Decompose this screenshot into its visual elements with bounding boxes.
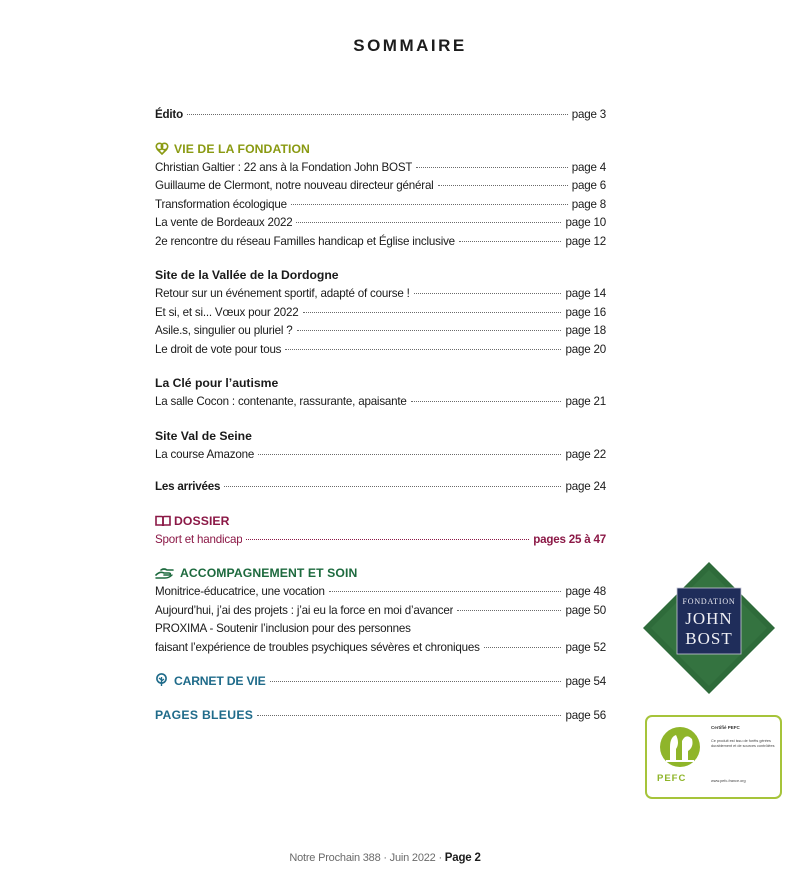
leader-dots <box>285 349 561 350</box>
helping-hand-icon <box>155 566 177 580</box>
leader-dots <box>296 222 561 223</box>
toc-entry[interactable] <box>155 583 606 602</box>
logo-text-fondation: FONDATION <box>682 597 736 606</box>
subsection-heading-val-de-seine: Site Val de Seine <box>155 428 252 443</box>
toc-entry-page: page 48 <box>565 585 606 598</box>
subsection-heading-cle-autisme: La Clé pour l’autisme <box>155 376 279 390</box>
heart-flower-icon <box>155 142 171 156</box>
toc-entry-label: La vente de Bordeaux 2022 <box>155 216 293 229</box>
open-book-icon <box>155 514 171 528</box>
leader-dots <box>459 241 562 242</box>
toc-entry-label: Et si, et si... Vœux pour 2022 <box>155 305 299 319</box>
section-heading-dossier <box>155 511 606 531</box>
toc-entry-page: page 22 <box>565 447 606 461</box>
pefc-id: Certifié PEFC <box>711 725 740 730</box>
toc-entry-label: faisant l’expérience de troubles psychiques sévères et chroniques <box>155 640 480 654</box>
section-title: DOSSIER <box>174 513 230 528</box>
pefc-site: www.pefc-france.org <box>711 779 746 783</box>
toc-entry-label: Asile.s, singulier ou pluriel ? <box>155 324 293 337</box>
toc-entry-page: page 6 <box>571 179 606 192</box>
toc-entry[interactable] <box>155 446 606 465</box>
toc-entry[interactable] <box>155 196 606 215</box>
leader-dots <box>438 185 568 186</box>
toc-entry-label: Guillaume de Clermont, notre nouveau directeur général <box>155 179 434 192</box>
toc-entry-page: page 24 <box>565 480 606 493</box>
tree-icon <box>155 673 171 687</box>
toc-entry[interactable] <box>155 214 606 233</box>
toc-entry-page: page 12 <box>565 234 606 248</box>
logo-text-bost: BOST <box>685 629 733 648</box>
leader-dots <box>329 591 562 592</box>
toc-entry-page: pages 25 à 47 <box>533 532 606 546</box>
toc-entry-label: Le droit de vote pour tous <box>155 342 282 356</box>
toc-entry-page: page 10 <box>565 216 606 229</box>
toc-entry-continued <box>155 620 606 639</box>
table-of-contents <box>155 106 606 725</box>
footer-issue: Notre Prochain 388 · Juin 2022 · <box>289 852 442 864</box>
leader-dots <box>457 610 561 611</box>
leader-dots <box>484 647 562 648</box>
section-title: ACCOMPAGNEMENT ET SOIN <box>180 566 358 580</box>
toc-entry[interactable] <box>155 341 606 360</box>
toc-entry-page: page 3 <box>571 108 606 121</box>
toc-entry-label: Transformation écologique <box>155 197 287 211</box>
toc-entry-label: 2e rencontre du réseau Familles handicap et Église inclusive <box>155 234 455 248</box>
leader-dots <box>416 167 567 168</box>
toc-entry[interactable] <box>155 602 606 621</box>
leader-dots <box>224 486 561 487</box>
toc-entry-label: PAGES BLEUES <box>155 707 254 722</box>
leader-dots <box>270 681 562 682</box>
toc-entry[interactable] <box>155 304 606 323</box>
toc-entry-page: page 52 <box>565 640 606 654</box>
page-title: SOMMAIRE <box>353 36 467 55</box>
toc-entry-page: page 21 <box>565 395 606 408</box>
toc-entry[interactable] <box>155 393 606 412</box>
toc-entry-edito[interactable] <box>155 106 606 125</box>
toc-entry-label: La course Amazone <box>155 447 255 461</box>
toc-entry-page: page 18 <box>565 324 606 337</box>
toc-entry[interactable] <box>155 177 606 196</box>
section-title: VIE DE LA FONDATION <box>174 141 310 156</box>
leader-dots <box>246 539 529 540</box>
pefc-text: Ce produit est issu de forêts gérées durablement et de sources contrôlées <box>711 739 775 748</box>
toc-entry-label: Retour sur un événement sportif, adapté of course ! <box>155 287 410 300</box>
toc-entry-page: page 16 <box>565 305 606 319</box>
section-heading-accompagnement <box>155 563 606 583</box>
toc-entry-dossier[interactable] <box>155 531 606 550</box>
footer-page-number: Page 2 <box>444 852 481 864</box>
toc-entry-carnet[interactable] <box>155 671 606 692</box>
toc-entry[interactable] <box>155 159 606 178</box>
toc-entry-label: Les arrivées <box>155 480 221 493</box>
toc-entry-page: page 4 <box>571 160 606 174</box>
toc-entry-label: PROXIMA - Soutenir l’inclusion pour des personnes <box>155 622 411 635</box>
toc-entry-page: page 50 <box>565 603 606 617</box>
pefc-name: PEFC <box>657 773 687 784</box>
toc-entry-label: Aujourd’hui, j’ai des projets : j’ai eu la force en moi d’avancer <box>155 603 454 617</box>
leader-dots <box>303 312 562 313</box>
fondation-john-bost-logo <box>641 560 777 696</box>
pefc-certification-label <box>645 715 782 799</box>
leader-dots <box>257 715 561 716</box>
toc-entry-label: La salle Cocon : contenante, rassurante, apaisante <box>155 395 407 408</box>
section-heading-vie-fondation <box>155 139 606 159</box>
toc-entry-label: Sport et handicap <box>155 532 243 546</box>
toc-entry-page: page 8 <box>571 197 606 211</box>
subsection-heading-dordogne: Site de la Vallée de la Dordogne <box>155 268 339 282</box>
toc-entry-page: page 20 <box>565 342 606 356</box>
toc-entry[interactable] <box>155 322 606 341</box>
toc-entry-label: CARNET DE VIE <box>174 674 266 688</box>
toc-entry-page: page 56 <box>565 708 606 722</box>
toc-entry[interactable] <box>155 233 606 252</box>
toc-entry-label: Édito <box>155 108 183 121</box>
leader-dots <box>414 293 562 294</box>
toc-entry-label: Christian Galtier : 22 ans à la Fondation John BOST <box>155 160 413 174</box>
toc-entry[interactable] <box>155 639 606 658</box>
leader-dots <box>187 114 568 115</box>
leader-dots <box>297 330 562 331</box>
toc-entry-page: page 14 <box>565 287 606 300</box>
toc-entry-page: page 54 <box>565 675 606 688</box>
toc-entry-arrivees[interactable] <box>155 478 606 497</box>
leader-dots <box>411 401 562 402</box>
leader-dots <box>291 204 568 205</box>
leader-dots <box>258 454 561 455</box>
toc-entry[interactable] <box>155 285 606 304</box>
page-footer <box>0 852 770 864</box>
logo-text-john: JOHN <box>685 609 733 628</box>
toc-entry-label: Monitrice-éducatrice, une vocation <box>155 585 325 598</box>
toc-entry-pages-bleues[interactable] <box>155 706 606 726</box>
